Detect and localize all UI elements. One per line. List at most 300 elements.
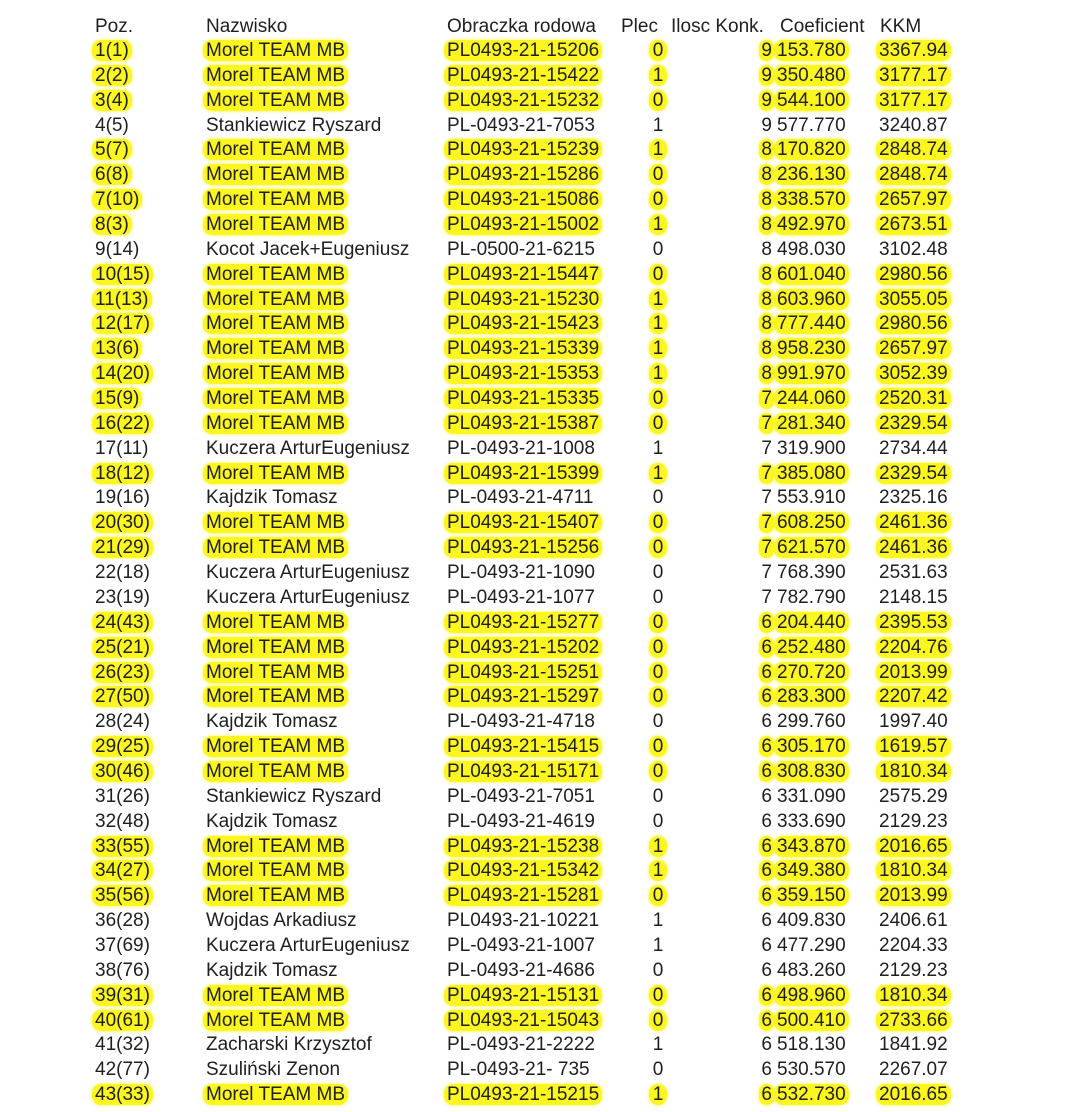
row-plec [644,1057,672,1082]
row-obraczka [447,610,602,635]
row-obraczka [447,212,602,237]
row-poz-text: 40(61) [92,1010,153,1031]
row-kkm [879,485,948,510]
row-plec [644,684,672,709]
row-obraczka [447,709,595,734]
row-poz [95,485,150,510]
row-obraczka-text: PL0493-21-10221 [447,910,600,932]
row-kkm-text: 2148.15 [879,586,948,608]
row-poz-text: 32(48) [95,810,150,832]
row-kkm-text: 2520.31 [876,388,951,409]
row-coeficient [777,734,849,759]
row-plec [644,983,672,1008]
row-nazwisko [206,635,348,660]
row-kkm [879,187,951,212]
row-obraczka [447,113,595,138]
row-kkm [879,287,951,312]
row-kkm-text: 1810.34 [876,860,951,881]
row-ilosc-text: 7 [761,562,772,584]
row-coeficient-text: 359.150 [774,885,849,906]
row-coeficient [777,510,849,535]
row-coeficient-text: 349.380 [774,860,849,881]
row-kkm-text: 2204.76 [876,637,951,658]
row-ilosc [752,1008,772,1033]
row-ilosc [752,113,772,138]
row-kkm [879,361,951,386]
row-nazwisko-text: Morel TEAM MB [203,388,348,409]
row-plec-text: 0 [649,388,668,409]
row-poz [95,635,153,660]
row-plec [644,113,672,138]
row-plec-text: 0 [649,662,668,683]
row-nazwisko [206,784,381,809]
row-plec-text: 0 [652,487,664,509]
row-kkm [879,212,951,237]
row-obraczka-text: PL0493-21-15415 [444,736,602,757]
row-obraczka-text: PL-0493-21-4718 [447,711,595,733]
row-coeficient [777,237,846,262]
row-obraczka [447,361,602,386]
row-coeficient-text: 498.030 [777,238,846,260]
table-row [0,461,1080,486]
row-poz [95,1008,153,1033]
row-plec [644,287,672,312]
row-kkm [879,1008,951,1033]
row-obraczka [447,436,595,461]
table-row [0,63,1080,88]
row-nazwisko [206,88,348,113]
table-row [0,933,1080,958]
row-obraczka [447,1082,602,1107]
row-nazwisko [206,983,348,1008]
row-coeficient-text: 532.730 [774,1084,849,1105]
row-poz-text: 19(16) [95,487,150,509]
row-ilosc [752,287,772,312]
row-ilosc-text: 8 [761,313,772,335]
row-kkm-text: 2204.33 [879,934,948,956]
row-nazwisko-text: Morel TEAM MB [203,264,348,285]
row-plec [644,187,672,212]
row-poz-text: 35(56) [92,885,153,906]
row-poz [95,1057,150,1082]
row-plec [644,734,672,759]
row-poz [95,137,132,162]
row-ilosc [752,436,772,461]
row-kkm [879,262,951,287]
row-obraczka-text: PL-0493-21-1007 [447,934,595,956]
row-kkm [879,809,948,834]
row-poz [95,560,150,585]
row-kkm-text: 1810.34 [876,985,951,1006]
row-obraczka [447,510,602,535]
row-nazwisko-text: Kuczera ArturEugeniusz [206,934,410,956]
row-obraczka-text: PL0493-21-15335 [444,388,602,409]
table-row [0,212,1080,237]
row-nazwisko-text: Morel TEAM MB [203,512,348,533]
row-kkm [879,933,948,958]
row-kkm-text: 2461.36 [876,537,951,558]
row-nazwisko [206,1032,372,1057]
row-kkm [879,883,951,908]
row-nazwisko-text: Morel TEAM MB [203,90,348,111]
table-row [0,734,1080,759]
row-ilosc [752,237,772,262]
row-kkm-text: 3177.17 [876,65,951,86]
row-ilosc [752,162,772,187]
row-obraczka [447,461,602,486]
row-coeficient [777,212,849,237]
row-coeficient [777,411,849,436]
row-poz [95,660,153,685]
row-nazwisko-text: Kajdzik Tomasz [206,810,338,832]
row-plec [644,1082,672,1107]
row-plec-text: 1 [649,139,668,160]
row-obraczka [447,162,602,187]
row-kkm [879,63,951,88]
row-poz-text: 14(20) [92,363,153,384]
header-plec: Plec [621,16,658,37]
row-kkm [879,411,951,436]
row-coeficient [777,809,846,834]
row-poz [95,610,153,635]
row-plec [644,908,672,933]
row-poz-text: 36(28) [95,910,150,932]
row-obraczka-text: PL0493-21-15232 [444,90,602,111]
row-kkm-text: 3177.17 [876,90,951,111]
row-plec [644,510,672,535]
row-plec [644,858,672,883]
row-plec-text: 0 [649,761,668,782]
row-kkm-text: 2531.63 [879,562,948,584]
row-poz [95,858,153,883]
row-nazwisko-text: Morel TEAM MB [203,885,348,906]
row-plec-text: 0 [649,612,668,633]
row-obraczka [447,411,602,436]
row-obraczka-text: PL0493-21-15387 [444,413,602,434]
row-poz [95,287,152,312]
row-kkm [879,535,951,560]
row-nazwisko [206,187,348,212]
row-ilosc-text: 6 [761,860,772,882]
row-poz [95,461,153,486]
row-poz-text: 5(7) [92,139,132,160]
row-nazwisko [206,287,348,312]
row-nazwisko-text: Szuliński Zenon [206,1059,341,1081]
row-kkm-text: 2267.07 [879,1059,948,1081]
row-plec-text: 1 [649,463,668,484]
row-plec-text: 0 [652,785,664,807]
row-coeficient-text: 283.300 [774,686,849,707]
row-ilosc [752,411,772,436]
row-ilosc-text: 8 [761,263,772,285]
row-poz-text: 11(13) [92,289,152,310]
row-ilosc-text: 6 [761,611,772,633]
row-poz-text: 37(69) [95,934,150,956]
row-ilosc [752,485,772,510]
row-nazwisko-text: Kuczera ArturEugeniusz [206,586,410,608]
row-obraczka [447,311,602,336]
row-obraczka-text: PL-0493-21-2222 [447,1034,595,1056]
table-row [0,610,1080,635]
row-kkm [879,386,951,411]
row-ilosc-text: 7 [761,512,772,534]
row-plec-text: 1 [649,1084,668,1105]
row-plec-text: 0 [652,1059,664,1081]
table-row [0,858,1080,883]
row-coeficient [777,1008,849,1033]
row-nazwisko-text: Morel TEAM MB [203,289,348,310]
row-nazwisko-text: Morel TEAM MB [203,363,348,384]
row-nazwisko [206,113,381,138]
row-poz-text: 10(15) [92,264,153,285]
row-poz-text: 2(2) [92,65,132,86]
row-nazwisko [206,809,338,834]
row-nazwisko [206,485,338,510]
row-poz [95,908,150,933]
row-obraczka [447,585,595,610]
row-ilosc [752,908,772,933]
row-poz [95,113,129,138]
row-plec-text: 0 [649,40,668,61]
row-coeficient [777,113,846,138]
row-kkm [879,834,951,859]
row-coeficient-text: 270.720 [774,662,849,683]
row-coeficient [777,933,846,958]
row-nazwisko-text: Kajdzik Tomasz [206,959,338,981]
row-nazwisko [206,933,410,958]
row-nazwisko-text: Morel TEAM MB [203,761,348,782]
row-coeficient-text: 204.440 [774,612,849,633]
row-obraczka-text: PL0493-21-15239 [444,139,602,160]
row-plec-text: 0 [649,985,668,1006]
row-poz [95,883,153,908]
row-nazwisko [206,212,348,237]
row-nazwisko [206,361,348,386]
row-poz [95,262,153,287]
row-plec-text: 0 [649,189,668,210]
row-poz-text: 3(4) [92,90,132,111]
row-poz-text: 12(17) [92,313,153,334]
row-kkm-text: 2657.97 [876,338,951,359]
row-poz-text: 41(32) [95,1034,150,1056]
row-nazwisko [206,510,348,535]
row-plec-text: 1 [652,114,664,136]
row-kkm [879,88,951,113]
row-obraczka [447,1057,590,1082]
row-plec-text: 1 [649,214,668,235]
row-poz-text: 8(3) [92,214,132,235]
row-plec [644,212,672,237]
row-poz-text: 23(19) [95,586,150,608]
row-coeficient-text: 782.790 [777,586,846,608]
row-kkm-text: 3240.87 [879,114,948,136]
row-plec [644,485,672,510]
row-coeficient-text: 244.060 [774,388,849,409]
table-row [0,759,1080,784]
row-poz [95,834,153,859]
row-coeficient-text: 621.570 [774,537,849,558]
row-poz-text: 39(31) [92,985,153,1006]
row-poz-text: 43(33) [92,1084,153,1105]
header-obraczka: Obraczka rodowa [447,16,596,37]
row-plec-text: 0 [649,264,668,285]
row-obraczka-text: PL-0493-21-7051 [447,785,595,807]
row-coeficient [777,386,849,411]
row-plec-text: 1 [652,934,664,956]
row-poz-text: 15(9) [92,388,142,409]
row-nazwisko-text: Morel TEAM MB [203,164,348,185]
row-nazwisko-text: Kuczera ArturEugeniusz [206,562,410,584]
row-poz [95,361,153,386]
row-nazwisko [206,684,348,709]
row-ilosc-text: 6 [761,1009,772,1031]
row-coeficient [777,908,846,933]
header-nazwisko: Nazwisko [206,16,288,37]
row-ilosc [752,1032,772,1057]
row-plec [644,635,672,660]
row-ilosc-text: 8 [761,288,772,310]
row-coeficient [777,1057,846,1082]
row-obraczka [447,262,602,287]
row-poz-text: 34(27) [92,860,153,881]
row-ilosc-text: 6 [761,959,772,981]
row-kkm-text: 2848.74 [876,139,951,160]
row-nazwisko-text: Morel TEAM MB [203,985,348,1006]
row-ilosc-text: 6 [761,1084,772,1106]
row-nazwisko-text: Kocot Jacek+Eugeniusz [206,238,410,260]
row-kkm [879,759,951,784]
row-nazwisko-text: Morel TEAM MB [203,686,348,707]
table-row [0,237,1080,262]
row-poz-text: 16(22) [92,413,153,434]
row-plec [644,958,672,983]
row-coeficient-text: 601.040 [774,264,849,285]
row-kkm [879,585,948,610]
row-nazwisko-text: Morel TEAM MB [203,139,348,160]
row-coeficient [777,162,849,187]
row-nazwisko [206,908,357,933]
table-row [0,113,1080,138]
row-nazwisko [206,386,348,411]
row-obraczka [447,485,593,510]
row-plec [644,759,672,784]
row-coeficient-text: 530.570 [777,1059,846,1081]
row-obraczka [447,88,602,113]
row-ilosc-text: 8 [761,363,772,385]
row-ilosc [752,386,772,411]
row-ilosc-text: 6 [761,785,772,807]
row-kkm-text: 1810.34 [876,761,951,782]
row-nazwisko [206,734,348,759]
row-plec-text: 1 [649,860,668,881]
row-poz-text: 33(55) [92,836,153,857]
row-kkm-text: 2129.23 [879,810,948,832]
row-poz-text: 17(11) [95,437,149,459]
row-ilosc [752,709,772,734]
row-nazwisko-text: Morel TEAM MB [203,338,348,359]
row-obraczka-text: PL-0493-21- 735 [447,1059,590,1081]
row-ilosc-text: 6 [761,910,772,932]
row-coeficient-text: 305.170 [774,736,849,757]
table-row [0,585,1080,610]
row-ilosc-text: 6 [761,760,772,782]
row-ilosc [752,361,772,386]
row-obraczka-text: PL0493-21-15423 [444,313,602,334]
row-ilosc [752,759,772,784]
row-coeficient-text: 350.480 [774,65,849,86]
table-row [0,162,1080,187]
row-nazwisko-text: Morel TEAM MB [203,40,348,61]
row-kkm-text: 2673.51 [876,214,951,235]
row-obraczka [447,535,602,560]
table-row [0,411,1080,436]
row-coeficient-text: 577.770 [777,114,846,136]
row-poz [95,88,132,113]
row-poz-text: 28(24) [95,711,150,733]
row-kkm-text: 2329.54 [876,463,951,484]
row-coeficient-text: 553.910 [777,487,846,509]
row-obraczka [447,560,595,585]
row-kkm [879,858,951,883]
row-plec-text: 1 [652,437,664,459]
row-kkm-text: 2980.56 [876,264,951,285]
row-poz-text: 6(8) [92,164,132,185]
row-plec-text: 1 [649,363,668,384]
row-kkm-text: 2733.66 [876,1010,951,1031]
row-coeficient-text: 153.780 [774,40,849,61]
row-kkm [879,137,951,162]
row-nazwisko [206,759,348,784]
row-ilosc [752,635,772,660]
row-ilosc-text: 9 [761,40,772,61]
row-obraczka [447,287,602,312]
row-plec-text: 0 [652,586,664,608]
table-row [0,436,1080,461]
row-ilosc-text: 8 [761,338,772,360]
row-obraczka [447,858,602,883]
row-plec [644,709,672,734]
row-ilosc [752,958,772,983]
row-coeficient [777,535,849,560]
row-ilosc-text: 6 [761,885,772,907]
row-kkm [879,684,951,709]
row-kkm-text: 2657.97 [876,189,951,210]
row-obraczka [447,1032,595,1057]
table-row [0,684,1080,709]
row-plec [644,1032,672,1057]
row-kkm [879,162,951,187]
row-poz-text: 22(18) [95,562,150,584]
row-plec [644,560,672,585]
row-coeficient [777,187,849,212]
row-coeficient-text: 483.260 [777,959,846,981]
row-kkm-text: 2461.36 [876,512,951,533]
row-obraczka-text: PL-0493-21-4711 [447,487,594,509]
row-ilosc-text: 6 [761,736,772,758]
row-coeficient [777,63,849,88]
row-obraczka-text: PL0493-21-15202 [444,637,602,658]
row-poz-text: 27(50) [92,686,153,707]
row-coeficient [777,635,849,660]
row-plec [644,784,672,809]
table-row [0,386,1080,411]
row-plec [644,535,672,560]
row-kkm-text: 1619.57 [876,736,951,757]
row-poz [95,585,150,610]
row-obraczka [447,336,602,361]
table-row [0,187,1080,212]
row-nazwisko [206,858,348,883]
